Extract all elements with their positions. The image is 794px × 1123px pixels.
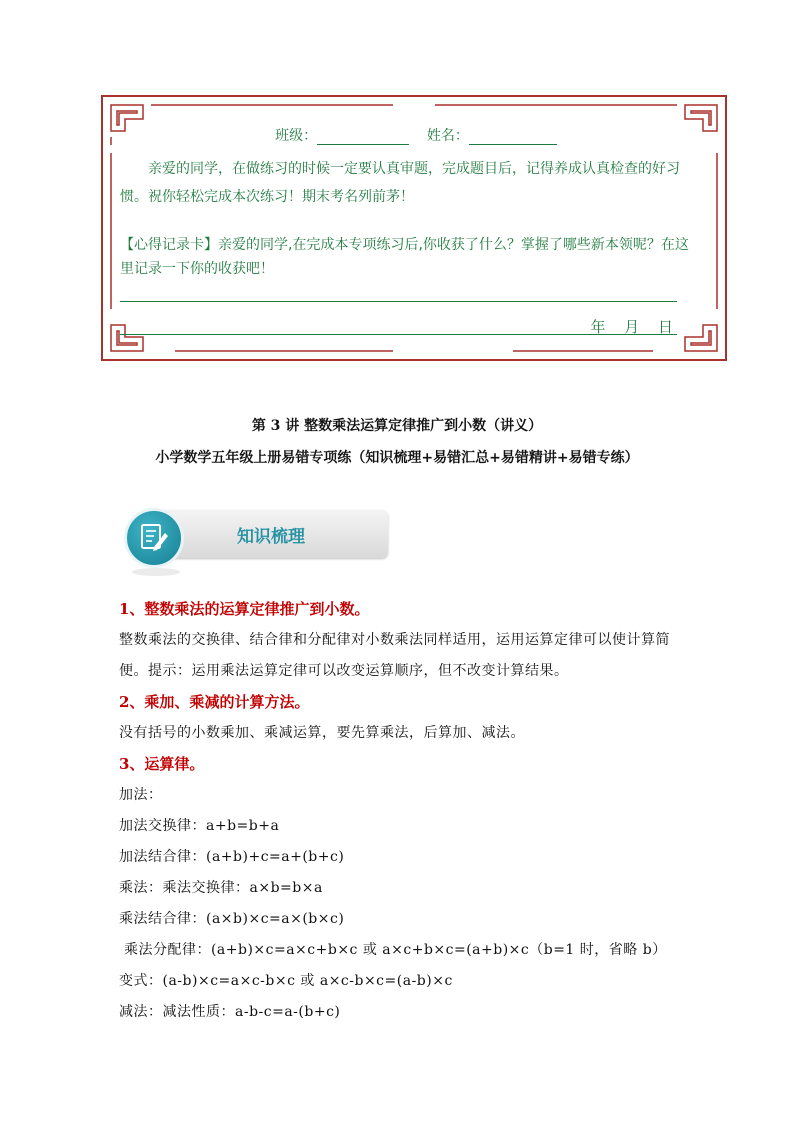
section-2-heading: 2、乘加、乘减的计算方法。 [119, 693, 310, 711]
law-line: 减法：减法性质：a-b-c=a-(b+c) [119, 1004, 341, 1020]
note-pencil-icon [127, 511, 181, 565]
name-label: 姓名： [426, 128, 469, 144]
law-line: 乘法结合律：(a×b)×c=a×(b×c) [119, 911, 345, 927]
study-record-card [101, 95, 727, 361]
writing-line-1[interactable] [120, 301, 677, 302]
section-1-heading: 1、整数乘法的运算定律推广到小数。 [119, 600, 370, 618]
notes-paragraph [120, 233, 695, 281]
student-info-row [103, 125, 729, 145]
lecture-subtitle: 小学数学五年级上册易错专项练（知识梳理+易错汇总+易错精讲+易错专练） [155, 450, 639, 466]
name-blank[interactable] [469, 130, 557, 145]
section-banner [124, 510, 388, 580]
date-field: 年 月 日 [590, 318, 673, 336]
law-line: 乘法分配律：(a+b)×c=a×c+b×c 或 a×c+b×c=(a+b)×c（b=1 时，省略 b） [119, 942, 667, 958]
banner-label: 知识梳理 [237, 527, 305, 547]
knowledge-content [119, 594, 679, 1028]
law-line: 加法结合律：(a+b)+c=a+(b+c) [119, 849, 345, 865]
law-line: 加法交换律：a+b=b+a [119, 818, 280, 834]
class-label: 班级： [275, 128, 318, 144]
notes-text: 亲爱的同学,在完成本专项练习后,你收获了什么？掌握了哪些新本领呢？在这里记录一下你的收获吧！ [120, 237, 689, 277]
section-2-text: 没有括号的小数乘加、乘减运算，要先算乘法，后算加、减法。 [119, 725, 525, 741]
section-1-text: 整数乘法的交换律、结合律和分配律对小数乘法同样适用，运用运算定律可以使计算简便。提示：运用乘法运算定律可以改变运算顺序，但不改变计算结果。 [119, 632, 670, 679]
notes-tag: 【心得记录卡】 [120, 237, 218, 253]
lecture-title: 第 3 讲 整数乘法运算定律推广到小数（讲义） [251, 418, 543, 434]
intro-text: 亲爱的同学，在做练习的时候一定要认真审题，完成题目后，记得养成认真检查的好习惯。祝你轻松完成本次练习！期末考名列前茅！ [120, 161, 680, 205]
banner-icon-circle [124, 508, 184, 568]
law-line: 变式：(a-b)×c=a×c-b×c 或 a×c-b×c=(a-b)×c [119, 973, 453, 989]
class-blank[interactable] [317, 130, 409, 145]
section-3-heading: 3、运算律。 [119, 755, 205, 773]
law-line: 乘法：乘法交换律：a×b=b×a [119, 880, 323, 896]
banner-shadow [132, 568, 180, 576]
law-line: 加法： [119, 787, 163, 803]
